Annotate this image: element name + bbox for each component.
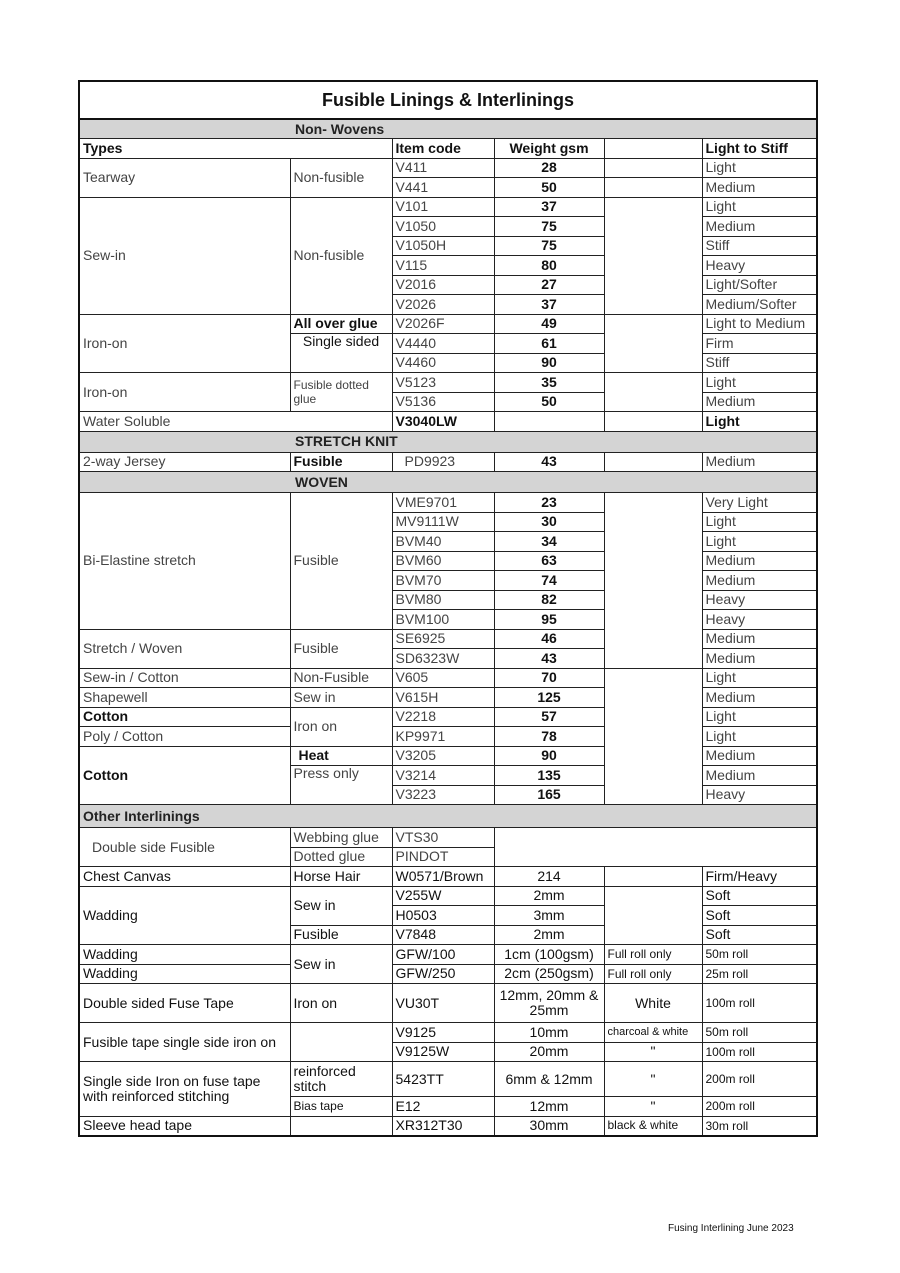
table-row: [79, 629, 817, 649]
method-cell: Fusible: [290, 452, 392, 472]
type-cell: Wadding: [79, 964, 290, 984]
code-cell: W0571/Brown: [392, 867, 494, 887]
stiffness-cell: Medium: [702, 217, 817, 237]
code-cell: VME9701: [392, 493, 494, 513]
stiffness-cell: Medium: [702, 571, 817, 591]
type-cell: Water Soluble: [79, 412, 392, 432]
color-cell: ": [604, 1042, 702, 1062]
table-row: [79, 668, 817, 688]
stiffness-cell: Light/Softer: [702, 275, 817, 295]
method-cell: Non-Fusible: [290, 668, 392, 688]
weight-cell: 78: [494, 727, 604, 747]
method-cell: Heat: [290, 746, 392, 766]
code-cell: V2016: [392, 275, 494, 295]
section-other: [79, 805, 817, 828]
code-cell: KP9971: [392, 727, 494, 747]
stiffness-cell: Medium: [702, 766, 817, 786]
stiffness-cell: 50m roll: [702, 1023, 817, 1043]
code-cell: V3223: [392, 785, 494, 805]
color-cell: Full roll only: [604, 964, 702, 984]
weight-cell: 82: [494, 590, 604, 610]
stiffness-cell: Heavy: [702, 590, 817, 610]
type-cell: Double sided Fuse Tape: [79, 984, 290, 1023]
header-types: Types: [79, 139, 392, 159]
code-cell: BVM40: [392, 532, 494, 552]
weight-cell: 49: [494, 314, 604, 334]
weight-cell: 165: [494, 785, 604, 805]
color-cell: Full roll only: [604, 945, 702, 965]
weight-cell: 1cm (100gsm): [494, 945, 604, 965]
code-cell: H0503: [392, 906, 494, 926]
code-cell: GFW/250: [392, 964, 494, 984]
method-cell: Iron on: [290, 707, 392, 746]
method-cell: Sew in: [290, 688, 392, 708]
method-cell: Bias tape: [290, 1097, 392, 1117]
stiffness-cell: Medium: [702, 392, 817, 412]
method-cell: Dotted glue: [290, 847, 392, 867]
code-cell: V2026: [392, 295, 494, 315]
weight-cell: 37: [494, 295, 604, 315]
table-row: [79, 452, 817, 472]
table-row: [79, 945, 817, 965]
color-cell: black & white: [604, 1116, 702, 1136]
code-cell: 5423TT: [392, 1062, 494, 1097]
stiffness-cell: Medium: [702, 452, 817, 472]
code-cell: PD9923: [392, 452, 494, 472]
stiffness-cell: Firm/Heavy: [702, 867, 817, 887]
weight-cell: 28: [494, 158, 604, 178]
table-row: [79, 746, 817, 766]
weight-cell: 37: [494, 197, 604, 217]
footer-note: Fusing Interlining June 2023: [668, 1223, 794, 1234]
stiffness-cell: Light: [702, 727, 817, 747]
type-cell: Sleeve head tape: [79, 1116, 290, 1136]
code-cell: E12: [392, 1097, 494, 1117]
section-title: WOVEN: [79, 472, 817, 493]
method-cell: Fusible dotted glue: [290, 373, 392, 412]
type-cell: 2-way Jersey: [79, 452, 290, 472]
table-row: [79, 158, 817, 178]
header-weight: Weight gsm: [494, 139, 604, 159]
header-item-code: Item code: [392, 139, 494, 159]
code-cell: V411: [392, 158, 494, 178]
code-cell: V115: [392, 256, 494, 276]
method-cell: Non-fusible: [290, 158, 392, 197]
stiffness-cell: Light: [702, 412, 817, 432]
type-cell: Iron-on: [79, 373, 290, 412]
stiffness-cell: 200m roll: [702, 1062, 817, 1097]
type-cell: Cotton: [79, 746, 290, 805]
code-cell: PINDOT: [392, 847, 494, 867]
code-cell: V5136: [392, 392, 494, 412]
code-cell: V615H: [392, 688, 494, 708]
table-row: [79, 707, 817, 727]
code-cell: V605: [392, 668, 494, 688]
stiffness-cell: Medium: [702, 551, 817, 571]
table-row: [79, 886, 817, 906]
type-cell: Iron-on: [79, 314, 290, 373]
code-cell: VTS30: [392, 828, 494, 848]
stiffness-cell: Firm: [702, 334, 817, 354]
weight-cell: 75: [494, 217, 604, 237]
weight-cell: 2mm: [494, 925, 604, 945]
stiffness-cell: Medium/Softer: [702, 295, 817, 315]
code-cell: XR312T30: [392, 1116, 494, 1136]
code-cell: MV9111W: [392, 512, 494, 532]
method-cell: Webbing glue: [290, 828, 392, 848]
code-cell: V441: [392, 178, 494, 198]
method-cell: Press only: [290, 766, 392, 805]
stiffness-cell: Light: [702, 158, 817, 178]
code-cell: V7848: [392, 925, 494, 945]
weight-cell: 57: [494, 707, 604, 727]
code-cell: BVM80: [392, 590, 494, 610]
weight-cell: 80: [494, 256, 604, 276]
stiffness-cell: Soft: [702, 906, 817, 926]
code-cell: SD6323W: [392, 649, 494, 669]
code-cell: V1050H: [392, 236, 494, 256]
method-cell: reinforced stitch: [290, 1062, 392, 1097]
color-cell: White: [604, 984, 702, 1023]
code-cell: V9125: [392, 1023, 494, 1043]
code-cell: V3040LW: [392, 412, 494, 432]
weight-cell: 43: [494, 649, 604, 669]
stiffness-cell: 50m roll: [702, 945, 817, 965]
table-row: [79, 984, 817, 1023]
stiffness-cell: Light: [702, 707, 817, 727]
code-cell: V4440: [392, 334, 494, 354]
weight-cell: 23: [494, 493, 604, 513]
section-woven: [79, 472, 817, 493]
stiffness-cell: Stiff: [702, 353, 817, 373]
code-cell: V5123: [392, 373, 494, 393]
page-title: Fusible Linings & Interlinings: [79, 81, 817, 119]
stiffness-cell: Heavy: [702, 785, 817, 805]
weight-cell: 46: [494, 629, 604, 649]
stiffness-cell: Light: [702, 197, 817, 217]
type-cell: Bi-Elastine stretch: [79, 493, 290, 630]
table-row: [79, 828, 817, 848]
code-cell: V9125W: [392, 1042, 494, 1062]
code-cell: V2218: [392, 707, 494, 727]
section-title: Non- Wovens: [79, 119, 817, 139]
weight-cell: 214: [494, 867, 604, 887]
type-cell: Wadding: [79, 886, 290, 945]
table-row: [79, 1023, 817, 1043]
weight-cell: 34: [494, 532, 604, 552]
stiffness-cell: Soft: [702, 886, 817, 906]
color-cell: ": [604, 1062, 702, 1097]
weight-cell: 125: [494, 688, 604, 708]
method-cell: Fusible: [290, 925, 392, 945]
table-row: [79, 867, 817, 887]
stiffness-cell: 100m roll: [702, 1042, 817, 1062]
code-cell: SE6925: [392, 629, 494, 649]
type-cell: Double side Fusible: [79, 828, 290, 867]
table-row: [79, 493, 817, 513]
weight-cell: 2mm: [494, 886, 604, 906]
weight-cell: 35: [494, 373, 604, 393]
weight-cell: 75: [494, 236, 604, 256]
table-row: [79, 314, 817, 334]
method-cell: Horse Hair: [290, 867, 392, 887]
weight-cell: 135: [494, 766, 604, 786]
section-title: STRETCH KNIT: [79, 431, 817, 452]
weight-cell: 90: [494, 746, 604, 766]
code-cell: V3205: [392, 746, 494, 766]
weight-cell: 3mm: [494, 906, 604, 926]
type-cell: Chest Canvas: [79, 867, 290, 887]
table-row: [79, 373, 817, 393]
stiffness-cell: Medium: [702, 629, 817, 649]
method-cell: Fusible: [290, 493, 392, 630]
stiffness-cell: Soft: [702, 925, 817, 945]
code-cell: V1050: [392, 217, 494, 237]
type-cell: Stretch / Woven: [79, 629, 290, 668]
stiffness-cell: Medium: [702, 688, 817, 708]
code-cell: V4460: [392, 353, 494, 373]
method-cell: Sew in: [290, 945, 392, 984]
section-title: Other Interlinings: [79, 805, 817, 828]
weight-cell: 50: [494, 178, 604, 198]
stiffness-cell: 200m roll: [702, 1097, 817, 1117]
stiffness-cell: Stiff: [702, 236, 817, 256]
stiffness-cell: Light: [702, 373, 817, 393]
code-cell: V255W: [392, 886, 494, 906]
weight-cell: 74: [494, 571, 604, 591]
method-cell: All over glue: [290, 314, 392, 334]
table-row: [79, 1062, 817, 1097]
weight-cell: 63: [494, 551, 604, 571]
weight-cell: 2cm (250gsm): [494, 964, 604, 984]
code-cell: V3214: [392, 766, 494, 786]
code-cell: BVM100: [392, 610, 494, 630]
method-cell: Fusible: [290, 629, 392, 668]
stiffness-cell: Medium: [702, 649, 817, 669]
type-cell: Sew-in / Cotton: [79, 668, 290, 688]
stiffness-cell: Light: [702, 532, 817, 552]
method-cell: Single sided: [290, 334, 392, 373]
weight-cell: 90: [494, 353, 604, 373]
stiffness-cell: Light to Medium: [702, 314, 817, 334]
interlining-price-sheet: [78, 80, 816, 1137]
code-cell: V101: [392, 197, 494, 217]
weight-cell: 50: [494, 392, 604, 412]
code-cell: GFW/100: [392, 945, 494, 965]
weight-cell: 12mm, 20mm & 25mm: [494, 984, 604, 1023]
weight-cell: 61: [494, 334, 604, 354]
type-cell: Fusible tape single side iron on: [79, 1023, 290, 1062]
code-cell: V2026F: [392, 314, 494, 334]
type-cell: Poly / Cotton: [79, 727, 290, 747]
weight-cell: 30mm: [494, 1116, 604, 1136]
color-cell: charcoal & white: [604, 1023, 702, 1043]
table-row: [79, 727, 817, 747]
interlining-table: [78, 80, 818, 1137]
stiffness-cell: 25m roll: [702, 964, 817, 984]
section-nonwovens: [79, 119, 817, 139]
stiffness-cell: Light: [702, 668, 817, 688]
table-row: [79, 1116, 817, 1136]
title-row: [79, 81, 817, 119]
method-cell: Non-fusible: [290, 197, 392, 314]
type-cell: Tearway: [79, 158, 290, 197]
method-cell: Iron on: [290, 984, 392, 1023]
code-cell: BVM70: [392, 571, 494, 591]
weight-cell: 43: [494, 452, 604, 472]
stiffness-cell: Medium: [702, 746, 817, 766]
weight-cell: 10mm: [494, 1023, 604, 1043]
table-row: [79, 197, 817, 217]
type-cell: Wadding: [79, 945, 290, 965]
stiffness-cell: 30m roll: [702, 1116, 817, 1136]
header-row: [79, 139, 817, 159]
header-blank: [604, 139, 702, 159]
header-stiffness: Light to Stiff: [702, 139, 817, 159]
table-row: [79, 964, 817, 984]
weight-cell: 12mm: [494, 1097, 604, 1117]
stiffness-cell: Medium: [702, 178, 817, 198]
section-stretch-knit: [79, 431, 817, 452]
weight-cell: 70: [494, 668, 604, 688]
method-cell: Sew in: [290, 886, 392, 925]
table-row: [79, 688, 817, 708]
type-cell: Shapewell: [79, 688, 290, 708]
code-cell: BVM60: [392, 551, 494, 571]
color-cell: ": [604, 1097, 702, 1117]
type-cell: Cotton: [79, 707, 290, 727]
code-cell: VU30T: [392, 984, 494, 1023]
stiffness-cell: 100m roll: [702, 984, 817, 1023]
weight-cell: 6mm & 12mm: [494, 1062, 604, 1097]
weight-cell: 20mm: [494, 1042, 604, 1062]
stiffness-cell: Heavy: [702, 610, 817, 630]
weight-cell: 27: [494, 275, 604, 295]
stiffness-cell: Heavy: [702, 256, 817, 276]
table-row: [79, 412, 817, 432]
stiffness-cell: Very Light: [702, 493, 817, 513]
weight-cell: 95: [494, 610, 604, 630]
weight-cell: 30: [494, 512, 604, 532]
stiffness-cell: Light: [702, 512, 817, 532]
type-cell: Sew-in: [79, 197, 290, 314]
type-cell: Single side Iron on fuse tape with reinforced stitching: [79, 1062, 290, 1117]
